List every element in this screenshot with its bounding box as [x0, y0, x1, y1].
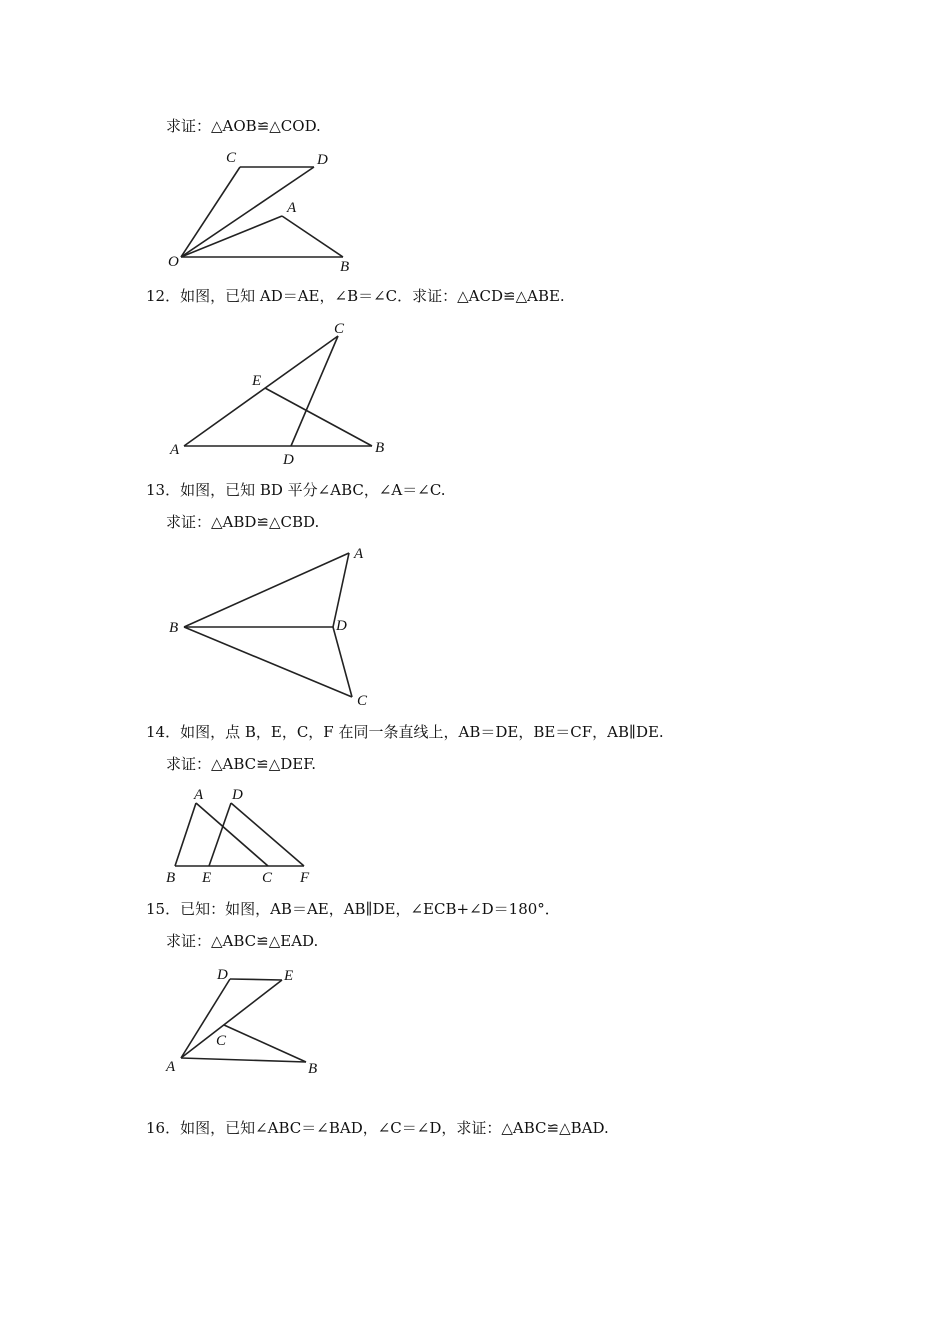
q12-label-A: A: [170, 442, 180, 458]
q12-statement: 12．如图，已知 AD＝AE，∠B＝∠C．求证：△ACD≌△ABE.: [146, 287, 565, 305]
q14-label-E: E: [202, 870, 212, 886]
q12-label-C: C: [334, 321, 345, 337]
q13-statement: 13．如图，已知 BD 平分∠ABC，∠A＝∠C.: [146, 481, 446, 499]
q11-label-D: D: [317, 152, 328, 168]
q14-label-F: F: [300, 870, 310, 886]
q15-label-D: D: [217, 967, 228, 983]
q15-proof: 求证：△ABC≌△EAD.: [166, 932, 319, 950]
q11-label-B: B: [340, 259, 350, 275]
q13-label-C: C: [357, 693, 368, 709]
q15-label-B: B: [308, 1061, 318, 1077]
q15-label-A: A: [166, 1059, 176, 1075]
q14-proof: 求证：△ABC≌△DEF.: [166, 755, 317, 773]
q11-label-C: C: [226, 150, 237, 166]
q11-label-A: A: [287, 200, 297, 216]
q14-label-A: A: [194, 787, 204, 803]
q16-statement: 16．如图，已知∠ABC＝∠BAD，∠C＝∠D，求证：△ABC≌△BAD.: [146, 1119, 609, 1137]
q13-label-A: A: [354, 546, 364, 562]
q15-seg-AE: [181, 980, 282, 1058]
q14-label-C: C: [262, 870, 273, 886]
q12-label-E: E: [252, 373, 262, 389]
q12-label-B: B: [375, 440, 385, 456]
q11-label-O: O: [168, 254, 179, 270]
q15-statement: 15．已知：如图，AB＝AE，AB∥DE，∠ECB+∠D＝180°．: [146, 900, 560, 918]
q13-label-B: B: [169, 620, 179, 636]
q15-label-C: C: [216, 1033, 227, 1049]
q14-label-D: D: [232, 787, 243, 803]
q15-seg-CB: [224, 1025, 306, 1062]
q14-label-B: B: [166, 870, 176, 886]
q13-label-D: D: [336, 618, 347, 634]
q14-statement: 14．如图，点 B，E，C，F 在同一条直线上，AB＝DE，BE＝CF，AB∥DE.: [146, 723, 664, 741]
q15-label-E: E: [284, 968, 294, 984]
q15-seg-DE: [230, 979, 282, 980]
q11-proof: 求证：△AOB≌△COD.: [166, 117, 321, 135]
q12-label-D: D: [283, 452, 294, 468]
q15-seg-AB: [181, 1058, 306, 1062]
q13-proof: 求证：△ABD≌△CBD.: [166, 513, 320, 531]
